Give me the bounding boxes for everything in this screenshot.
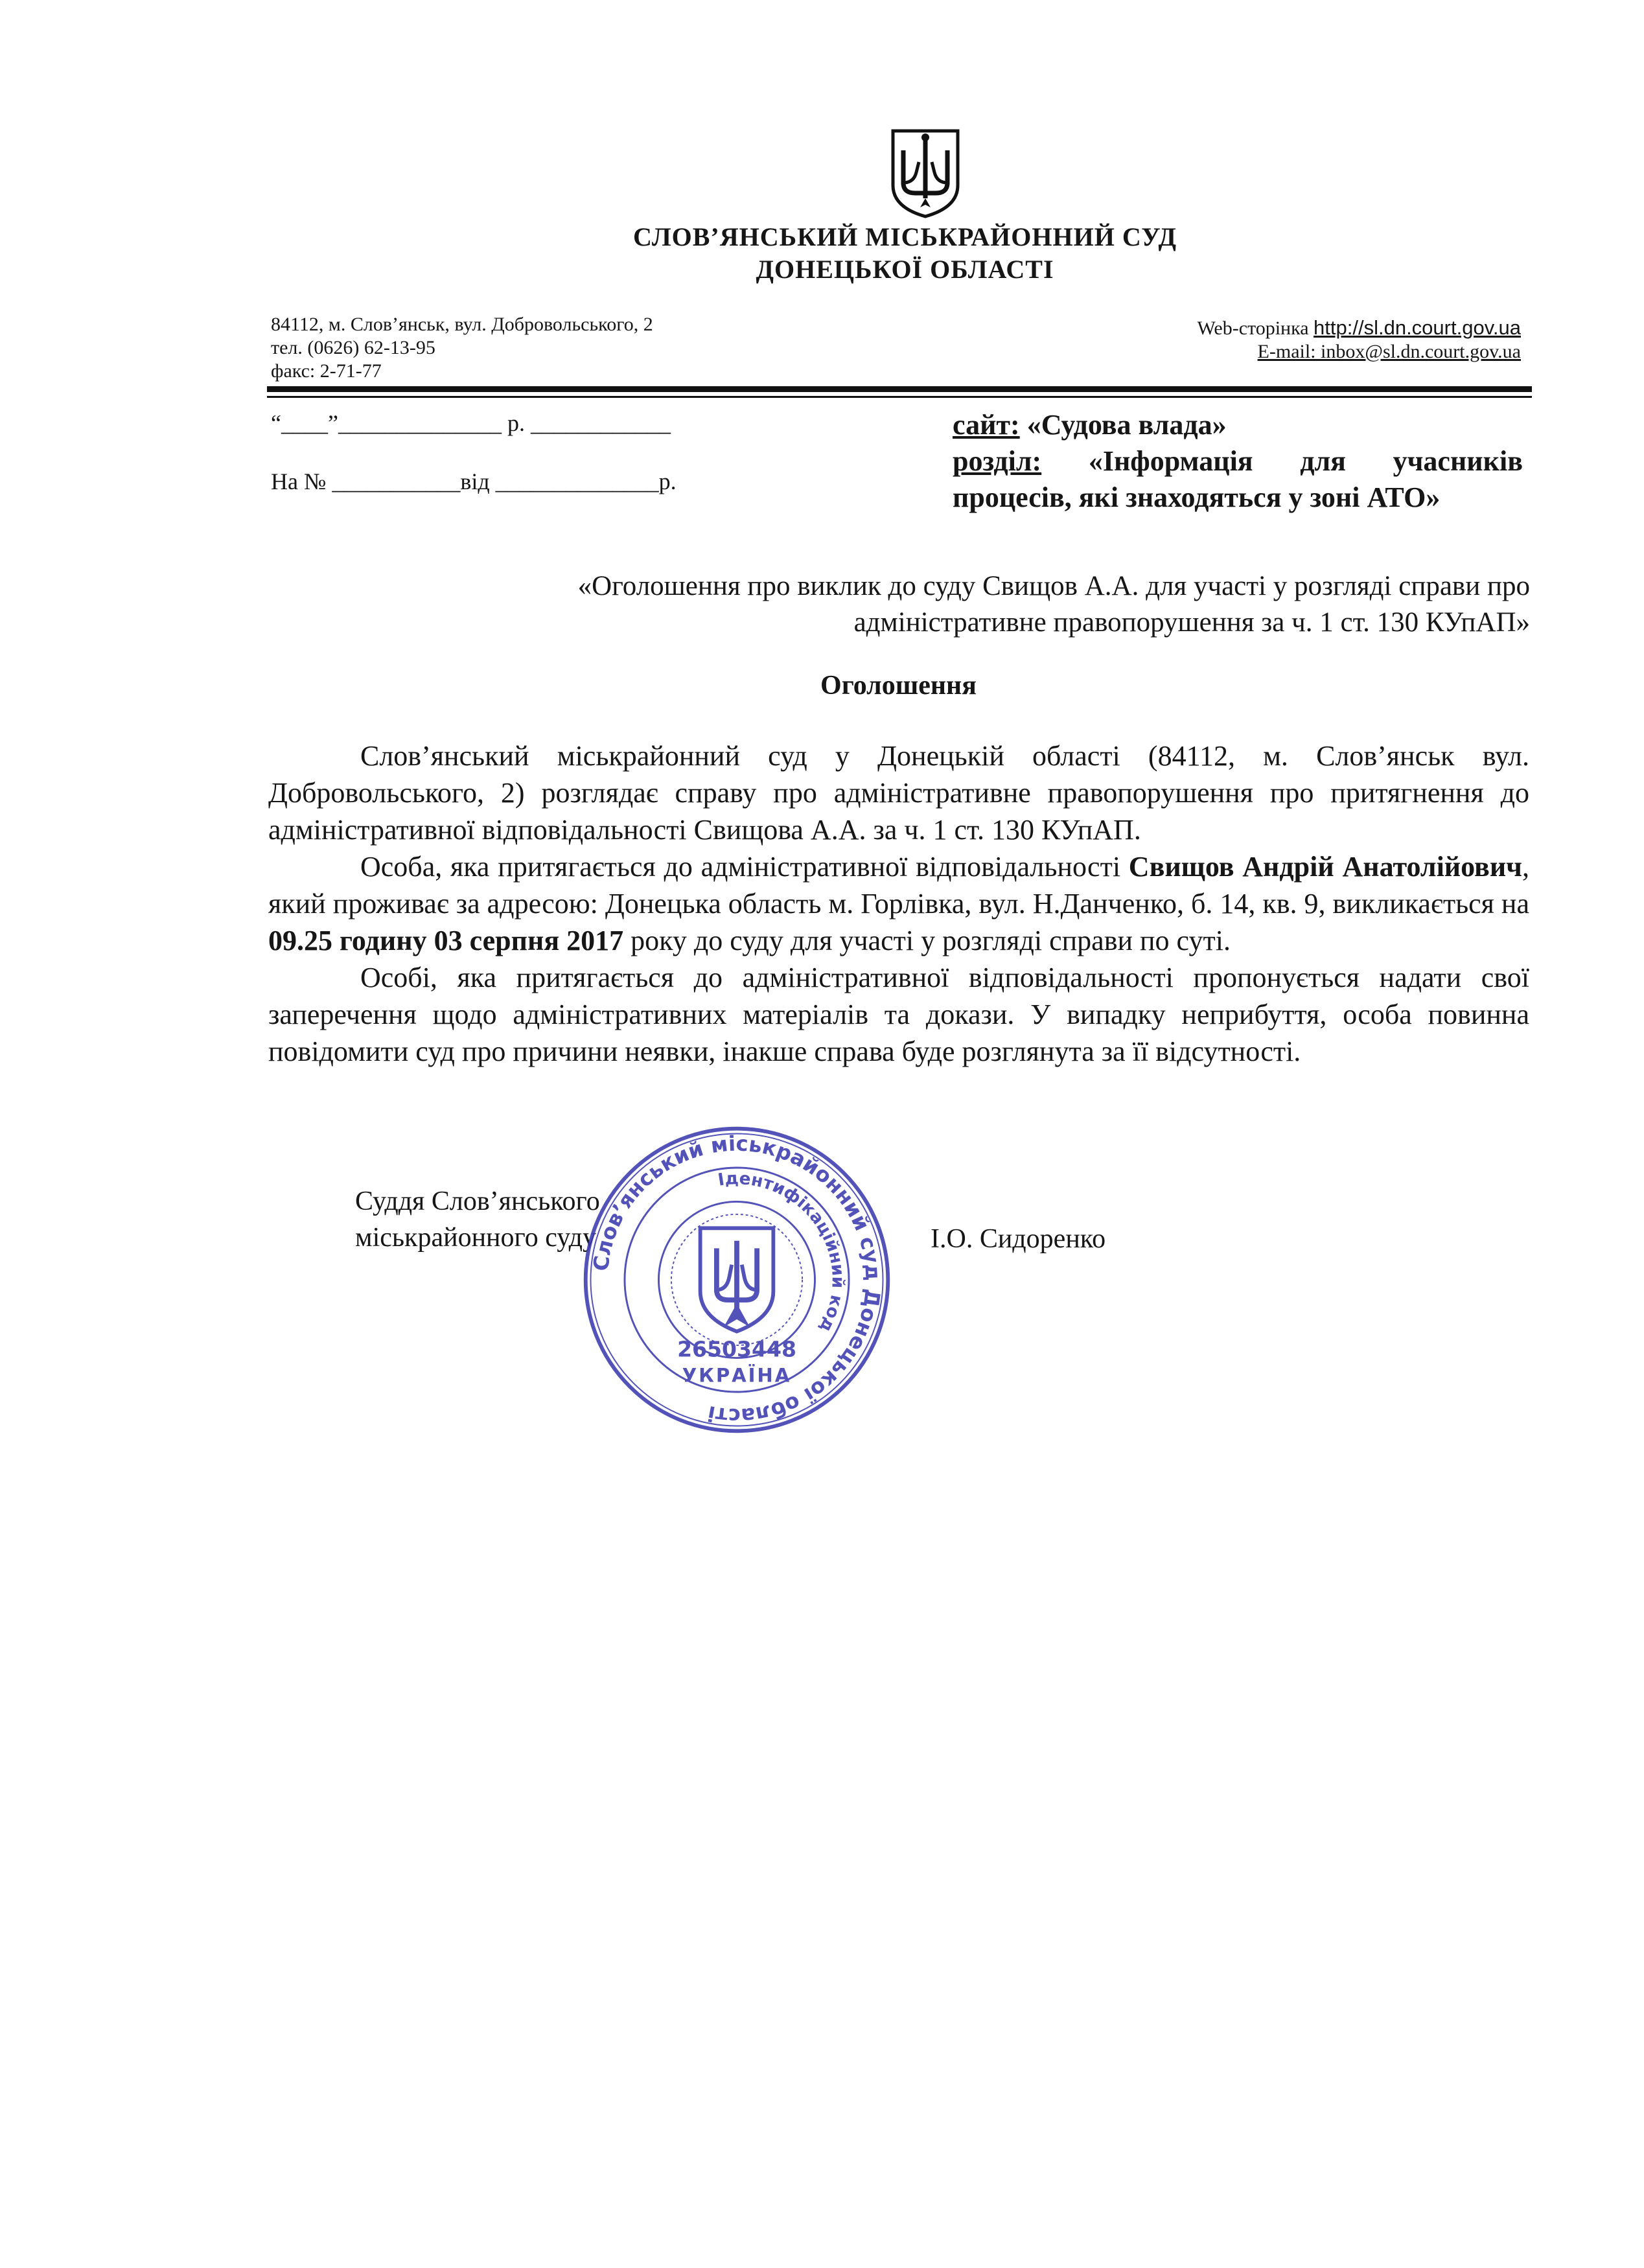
stamp-code: 26503448	[677, 1336, 796, 1362]
notice-paragraph-2	[268, 848, 1529, 959]
p2-text-a: Особа, яка притягається до адміністративної відповідальності	[360, 851, 1129, 883]
section-line	[953, 443, 1523, 480]
web-label: Web-сторінка	[1197, 318, 1314, 339]
accused-name: Свищов Андрій Анатолійович	[1128, 851, 1522, 883]
court-name-line2: ДОНЕЦЬКОЇ ОБЛАСТІ	[756, 255, 1054, 284]
signature-name: І.О. Сидоренко	[931, 1224, 1106, 1254]
stamp-country: УКРАЇНА	[682, 1364, 792, 1387]
header-divider-thin	[267, 396, 1532, 398]
section-value-line1: «Інформація для учасників	[1041, 445, 1523, 477]
web-url-link[interactable]: http://sl.dn.court.gov.ua	[1314, 316, 1521, 339]
site-value: «Судова влада»	[1019, 409, 1227, 441]
email-link[interactable]: E-mail: inbox@sl.dn.court.gov.ua	[1257, 341, 1521, 362]
address-line: 84112, м. Слов’янськ, вул. Добровольського, 2	[271, 314, 653, 335]
subject-line1: «Оголошення про виклик до суду Свищов А.А. для участі у розгляді справи про	[577, 571, 1530, 601]
stamp-inner-text: Ідентифікаційний код	[716, 1168, 848, 1336]
reference-number-line: На № ___________від ______________р.	[271, 469, 677, 494]
outgoing-date-line: “____”______________ р. ____________	[271, 410, 671, 436]
notice-heading: Оголошення	[820, 671, 977, 700]
section-value-line2: процесів, які знаходяться у зоні АТО»	[953, 481, 1441, 513]
site-label: сайт:	[953, 409, 1020, 441]
subject-line2: адміністративне правопорушення за ч. 1 ст. 130 КУпАП»	[853, 607, 1530, 638]
notice-paragraph-3: Особі, яка притягається до адміністративної відповідальності пропонується надати свої заперечення щодо адміністративних матеріалів та докази. У випадку неприбуття, особа повинна повідомити суд про причини неявки, інакше справа буде розглянута за її відсутності.	[268, 962, 1529, 1067]
p2-text-c: року до суду для участі у розгляді справи по суті.	[623, 925, 1231, 956]
hearing-datetime: 09.25 годину 03 серпня 2017	[268, 925, 624, 956]
p2-text-b: , який проживає за адресою: Донецька область м. Горлівка, вул. Н.Данченко, б. 14, кв. 9, викликається на	[268, 851, 1529, 920]
notice-paragraph-1: Слов’янський міськрайонний суд у Донецькій області (84112, м. Слов’янськ вул. Добровольського, 2) розглядає справу про адміністративне правопорушення про притягнення до адміністративної відповідальності Свищова А.А. за ч. 1 ст. 130 КУпАП.	[268, 740, 1529, 846]
site-line	[953, 407, 1523, 443]
signature-title-line1: Суддя Слов’янського	[355, 1186, 600, 1216]
trident-emblem-icon	[889, 128, 962, 219]
fax-line: факс: 2-71-77	[271, 360, 382, 382]
section-label: розділ:	[953, 445, 1042, 477]
court-name-line1: СЛОВ’ЯНСЬКИЙ МІСЬКРАЙОННИЙ СУД	[632, 222, 1177, 251]
web-page-line	[1197, 316, 1521, 340]
court-seal-stamp-icon	[579, 1122, 894, 1437]
email-line[interactable]	[1258, 341, 1521, 363]
stamp-outer-text: Слов’янський міськрайонний суд Донецької області	[588, 1131, 886, 1429]
signature-title-line2: міськрайонного суду	[355, 1223, 597, 1253]
phone-line: тел. (0626) 62-13-95	[271, 337, 435, 358]
header-divider-thick	[267, 386, 1532, 392]
notice-body	[268, 737, 1529, 1070]
